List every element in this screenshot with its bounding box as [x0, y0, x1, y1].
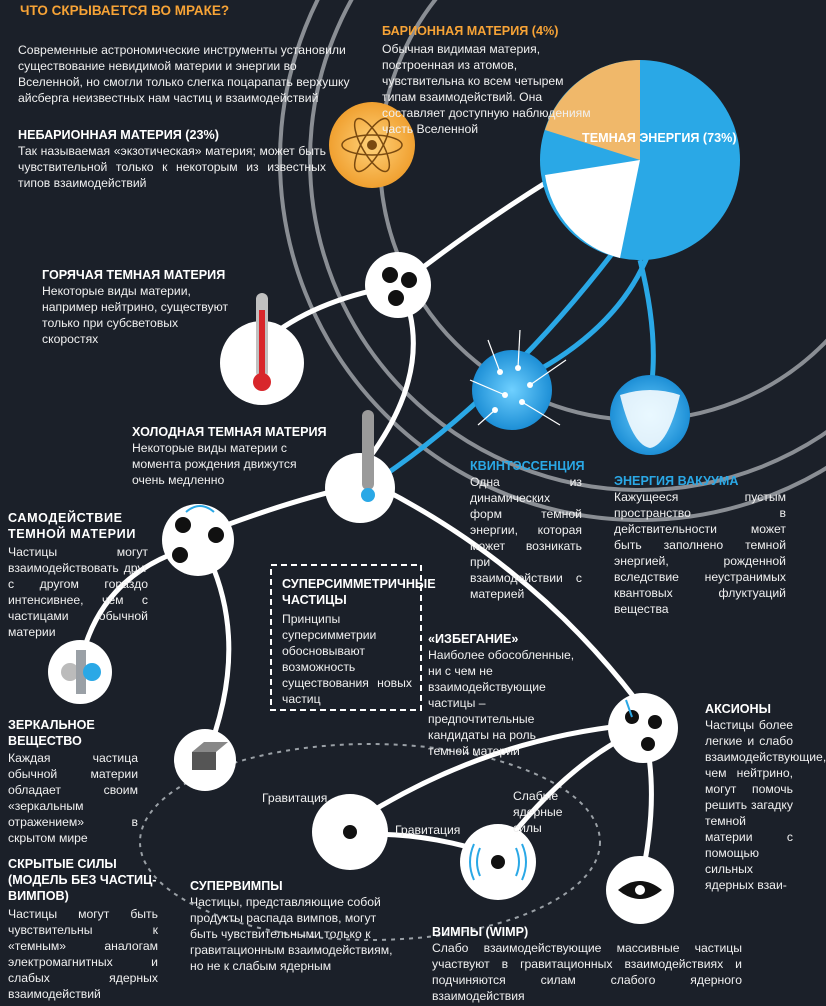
hidden-title: СКРЫТЫЕ СИЛЫ (МОДЕЛЬ БЕЗ ЧАСТИЦ-ВИМПОВ) — [8, 857, 157, 903]
thermometer-hot-icon — [220, 293, 304, 405]
superwimps-title: СУПЕРВИМПЫ — [190, 879, 283, 893]
node-eye — [606, 856, 674, 924]
mirror-text: Каждая частица обычной материи обладает своим «зеркальным отражением» в скрытом мире — [8, 751, 138, 845]
gravity-label-1: Гравитация — [262, 791, 328, 805]
hidden-text: Частицы могут быть чувствительны к «темным» аналогам электромагнитных и слабых ядерных взаимодействий — [8, 907, 158, 1001]
vacuum-text: Кажущееся пустым пространство в действительности может быть заполнено темной энергией, рожденной вследствие неустранимых квантовых флуктуаций вещества — [614, 490, 786, 616]
vacuum-title: ЭНЕРГИЯ ВАКУУМА — [614, 474, 739, 488]
wimps-title: ВИМПЫ (WIMP) — [432, 925, 529, 939]
node-axions — [608, 693, 678, 763]
quintessence-title: КВИНТЭССЕНЦИЯ — [470, 459, 585, 473]
mirror-title: ЗЕРКАЛЬНОЕ ВЕЩЕСТВО — [8, 718, 95, 748]
thermometer-cold-icon — [325, 410, 395, 523]
axions-text: Частицы более легкие и слабо взаимодействующие, чем нейтрино, могут помочь решить загадку темной материи с помощью сильных ядерных взаи- — [705, 718, 826, 892]
avoidance-text: Наиболее обособленные, ни с чем не взаимодействующие частицы – предпочтительные кандидаты на роль темной материи — [428, 648, 575, 758]
dark-energy-title: ТЕМНАЯ ЭНЕРГИЯ (73%) — [582, 131, 737, 145]
page-title: ЧТО СКРЫВАЕТСЯ ВО МРАКЕ? — [20, 3, 230, 18]
quintessence-text: Одна из динамических форм темной энергии, которая может возникать при взаимодействии с материей — [470, 475, 582, 601]
nonbaryonic-text: Так называемая «экзотическая» материя; может быть чувствительной только к некоторым из известных типов взаимодействий — [18, 144, 326, 190]
weak-force-label: Слабые ядерные силы — [513, 789, 563, 835]
self-interaction-text: Частицы могут взаимодействовать друг с другом гораздо интенсивнее, чем с частицами обычной материи — [8, 545, 148, 639]
quintessence-icon — [470, 330, 566, 430]
node-self-interaction — [162, 504, 234, 576]
node-nonbaryonic — [365, 252, 431, 318]
gravity-label-2: Гравитация — [395, 823, 461, 837]
nonbaryonic-title: НЕБАРИОННАЯ МАТЕРИЯ (23%) — [18, 128, 219, 142]
vacuum-energy-icon — [610, 375, 690, 455]
baryonic-title: БАРИОННАЯ МАТЕРИЯ (4%) — [382, 24, 559, 38]
node-mirror — [48, 640, 112, 704]
wimps-text: Слабо взаимодействующие массивные частицы участвуют в гравитационных взаимодействиях и подчиняются силам слабого ядерного взаимодействия — [432, 941, 742, 1003]
baryonic-text: Обычная видимая материя, построенная из атомов, чувствительна ко всем четырем типам взаимодействий. Она составляет доступную наблюдениям часть Вселенной — [382, 42, 591, 136]
intro-text: Современные астрономические инструменты установили существование невидимой материи и энергии во Вселенной, но смогли только слегка поцарапать верхушку айсберга неизвестных нам частиц и взаимодействий — [18, 43, 350, 105]
cold-dm-title: ХОЛОДНАЯ ТЕМНАЯ МАТЕРИЯ — [132, 425, 327, 439]
hot-dm-title: ГОРЯЧАЯ ТЕМНАЯ МАТЕРИЯ — [42, 268, 226, 282]
avoidance-title: «ИЗБЕГАНИЕ» — [428, 632, 519, 646]
axions-title: АКСИОНЫ — [705, 702, 771, 716]
node-hidden-forces — [174, 729, 236, 791]
susy-title: СУПЕРСИММЕТРИЧНЫЕ ЧАСТИЦЫ — [282, 577, 436, 607]
superwimps-text: Частицы, представляющие собой продукты распада вимпов, могут быть чувствительными только к гравитационным взаимодействиям, но не к слабым ядерным — [190, 895, 393, 973]
susy-text: Принципы суперсимметрии обосновывают возможность существования новых частиц — [282, 612, 412, 706]
hot-dm-text: Некоторые виды материи, например нейтрино, существуют только при субсветовых скоростях — [42, 284, 229, 346]
cold-dm-text: Некоторые виды материи с момента рождения движутся очень медленно — [132, 441, 297, 487]
self-interaction-title: САМОДЕЙСТВИЕ ТЕМНОЙ МАТЕРИИ — [8, 511, 136, 541]
